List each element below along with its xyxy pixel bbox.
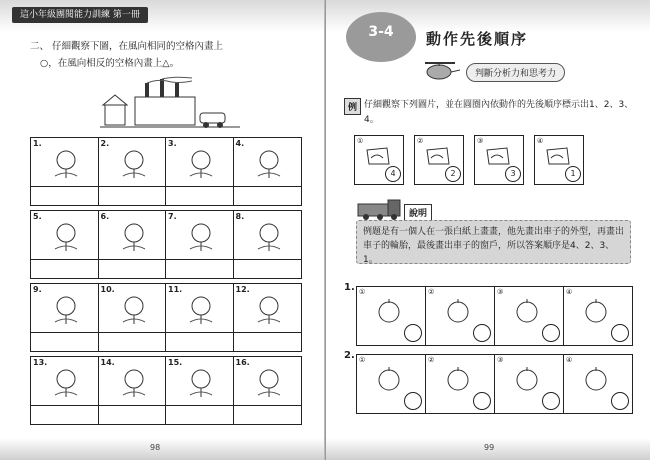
banner-icon bbox=[117, 292, 151, 326]
answer-cell[interactable] bbox=[166, 260, 234, 278]
playground-scene-icon bbox=[578, 297, 614, 327]
children-icon bbox=[252, 219, 286, 253]
answer-circle[interactable]: 3 bbox=[505, 166, 521, 182]
answer-cell[interactable] bbox=[31, 187, 99, 205]
picture-cell bbox=[99, 211, 167, 260]
picture-cell bbox=[166, 357, 234, 406]
picture-row bbox=[30, 283, 300, 352]
apple-icon bbox=[371, 365, 407, 395]
question-card bbox=[356, 354, 426, 414]
picture-cell bbox=[234, 284, 302, 333]
question-card bbox=[356, 286, 426, 346]
card-number: ② bbox=[428, 356, 435, 364]
question-card bbox=[563, 286, 633, 346]
answer-circle[interactable] bbox=[542, 392, 560, 410]
picture-cell bbox=[234, 138, 302, 187]
section-number: 3-4 bbox=[368, 24, 394, 40]
cell-number: 12. bbox=[235, 285, 250, 294]
answer-cell[interactable] bbox=[31, 260, 99, 278]
card-number: ② bbox=[428, 288, 435, 296]
picture-grid bbox=[30, 210, 302, 279]
drawing-paper-icon bbox=[365, 146, 391, 166]
drawing-paper-icon bbox=[425, 146, 451, 166]
picture-cell bbox=[31, 211, 99, 260]
picture-row bbox=[30, 137, 300, 206]
answer-cell[interactable] bbox=[234, 187, 302, 205]
question-1-row bbox=[356, 286, 632, 346]
card-number: ③ bbox=[497, 356, 504, 364]
page-number: 99 bbox=[484, 443, 495, 452]
header-tab: 這小年級團閱能力訓練 第一冊 bbox=[12, 7, 148, 23]
question-2-label: 2. bbox=[344, 350, 355, 361]
picture-cell bbox=[234, 357, 302, 406]
answer-circle[interactable]: 2 bbox=[445, 166, 461, 182]
playground-scene-icon bbox=[440, 297, 476, 327]
picture-row bbox=[30, 356, 300, 425]
answer-cell[interactable] bbox=[166, 406, 234, 424]
answer-circle[interactable]: 4 bbox=[385, 166, 401, 182]
answer-circle[interactable] bbox=[611, 324, 629, 342]
apple-icon bbox=[578, 365, 614, 395]
answer-cell[interactable] bbox=[99, 406, 167, 424]
answer-cell[interactable] bbox=[99, 333, 167, 351]
picture-cell bbox=[99, 138, 167, 187]
picture-cell bbox=[31, 138, 99, 187]
example-instruction: 仔細觀察下列圖片，並在圓圈內依動作的先後順序標示出1、2、3、4。 bbox=[364, 100, 634, 125]
apple-icon bbox=[509, 365, 545, 395]
playground-scene-icon bbox=[371, 297, 407, 327]
shop-awning-icon bbox=[252, 292, 286, 326]
bent-tree-icon bbox=[184, 219, 218, 253]
example-card-row bbox=[354, 135, 584, 185]
playground-scene-icon bbox=[509, 297, 545, 327]
card-number: ① bbox=[359, 356, 366, 364]
helicopter-icon bbox=[421, 58, 461, 82]
cell-number: 15. bbox=[168, 358, 183, 367]
question-card bbox=[563, 354, 633, 414]
answer-circle[interactable] bbox=[404, 324, 422, 342]
section-title: 動作先後順序 bbox=[426, 30, 529, 48]
sunflower-icon bbox=[184, 146, 218, 180]
answer-cell[interactable] bbox=[234, 333, 302, 351]
cell-number: 1. bbox=[33, 139, 42, 148]
cell-number: 7. bbox=[168, 212, 177, 221]
example-card bbox=[354, 135, 404, 185]
picture-grid bbox=[30, 283, 302, 352]
cell-number: 11. bbox=[168, 285, 183, 294]
cell-number: 5. bbox=[33, 212, 42, 221]
cell-number: 16. bbox=[235, 358, 250, 367]
cell-number: 3. bbox=[168, 139, 177, 148]
cell-number: 13. bbox=[33, 358, 48, 367]
card-number: ③ bbox=[497, 288, 504, 296]
picture-row bbox=[30, 210, 300, 279]
page-number: 98 bbox=[150, 443, 161, 452]
picture-cell bbox=[31, 284, 99, 333]
picture-cell bbox=[166, 138, 234, 187]
fruit-tree-icon bbox=[184, 292, 218, 326]
picture-grid bbox=[30, 137, 302, 206]
answer-circle[interactable]: 1 bbox=[565, 166, 581, 182]
card-number: ② bbox=[417, 137, 424, 145]
answer-cell[interactable] bbox=[234, 406, 302, 424]
example-card bbox=[474, 135, 524, 185]
card-number: ① bbox=[359, 288, 366, 296]
answer-cell[interactable] bbox=[99, 187, 167, 205]
snowman-icon bbox=[252, 146, 286, 180]
picture-cell bbox=[99, 284, 167, 333]
answer-cell[interactable] bbox=[99, 260, 167, 278]
example-label: 例 bbox=[344, 98, 361, 115]
cell-number: 14. bbox=[100, 358, 115, 367]
right-page bbox=[326, 0, 650, 460]
picture-cell bbox=[166, 211, 234, 260]
question-card bbox=[494, 354, 564, 414]
instruction-line-1: 二、 仔細觀察下圖，在風向相同的空格內畫上 bbox=[30, 41, 224, 52]
cell-number: 4. bbox=[235, 139, 245, 148]
umbrella-rain-icon bbox=[184, 365, 218, 399]
instruction-line-2: ○，在風向相反的空格內畫上△。 bbox=[40, 58, 180, 69]
apple-icon bbox=[440, 365, 476, 395]
card-number: ④ bbox=[537, 137, 544, 145]
tree-icon bbox=[117, 146, 151, 180]
card-number: ④ bbox=[566, 356, 573, 364]
picture-cell bbox=[234, 211, 302, 260]
picture-cell bbox=[99, 357, 167, 406]
answer-cell[interactable] bbox=[31, 406, 99, 424]
answer-circle[interactable] bbox=[473, 324, 491, 342]
cell-number: 6. bbox=[100, 212, 110, 221]
picture-cell bbox=[166, 284, 234, 333]
laundry-icon bbox=[117, 365, 151, 399]
answer-circle[interactable] bbox=[404, 392, 422, 410]
cell-number: 2. bbox=[100, 139, 110, 148]
woman-hair-icon bbox=[49, 219, 83, 253]
cell-number: 9. bbox=[33, 285, 42, 294]
card-number: ④ bbox=[566, 288, 573, 296]
question-card bbox=[494, 286, 564, 346]
example-card bbox=[534, 135, 584, 185]
answer-cell[interactable] bbox=[166, 187, 234, 205]
grass-icon bbox=[49, 292, 83, 326]
question-1-label: 1. bbox=[344, 282, 355, 293]
explain-text: 例題是有一個人在一張白紙上畫畫，他先畫出車子的外型，再畫出車子的輪胎，最後畫出車子的窗戶，所以答案順序是4、2、3、1。 bbox=[363, 227, 625, 265]
answer-cell[interactable] bbox=[31, 333, 99, 351]
answer-cell[interactable] bbox=[234, 260, 302, 278]
explain-label: 說明 bbox=[404, 204, 432, 221]
explain-box bbox=[356, 220, 631, 264]
page-footer bbox=[0, 438, 324, 460]
streamer-icon bbox=[117, 219, 151, 253]
drawing-paper-icon bbox=[545, 146, 571, 166]
card-number: ③ bbox=[477, 137, 484, 145]
card-number: ① bbox=[357, 137, 364, 145]
question-card bbox=[425, 354, 495, 414]
answer-circle[interactable] bbox=[473, 392, 491, 410]
answer-circle[interactable] bbox=[611, 392, 629, 410]
picture-cell bbox=[31, 357, 99, 406]
example-card bbox=[414, 135, 464, 185]
drawing-paper-icon bbox=[485, 146, 511, 166]
cell-number: 10. bbox=[100, 285, 115, 294]
question-card bbox=[425, 286, 495, 346]
wind-scene-illustration bbox=[100, 75, 240, 130]
cell-number: 8. bbox=[235, 212, 245, 221]
answer-cell[interactable] bbox=[166, 333, 234, 351]
picture-grid bbox=[30, 356, 302, 425]
kite-icon bbox=[49, 365, 83, 399]
blowing-boy-icon bbox=[252, 365, 286, 399]
answer-circle[interactable] bbox=[542, 324, 560, 342]
skill-tag: 判斷分析力和思考力 bbox=[466, 63, 565, 82]
windsock-icon bbox=[49, 146, 83, 180]
question-2-row bbox=[356, 354, 632, 414]
